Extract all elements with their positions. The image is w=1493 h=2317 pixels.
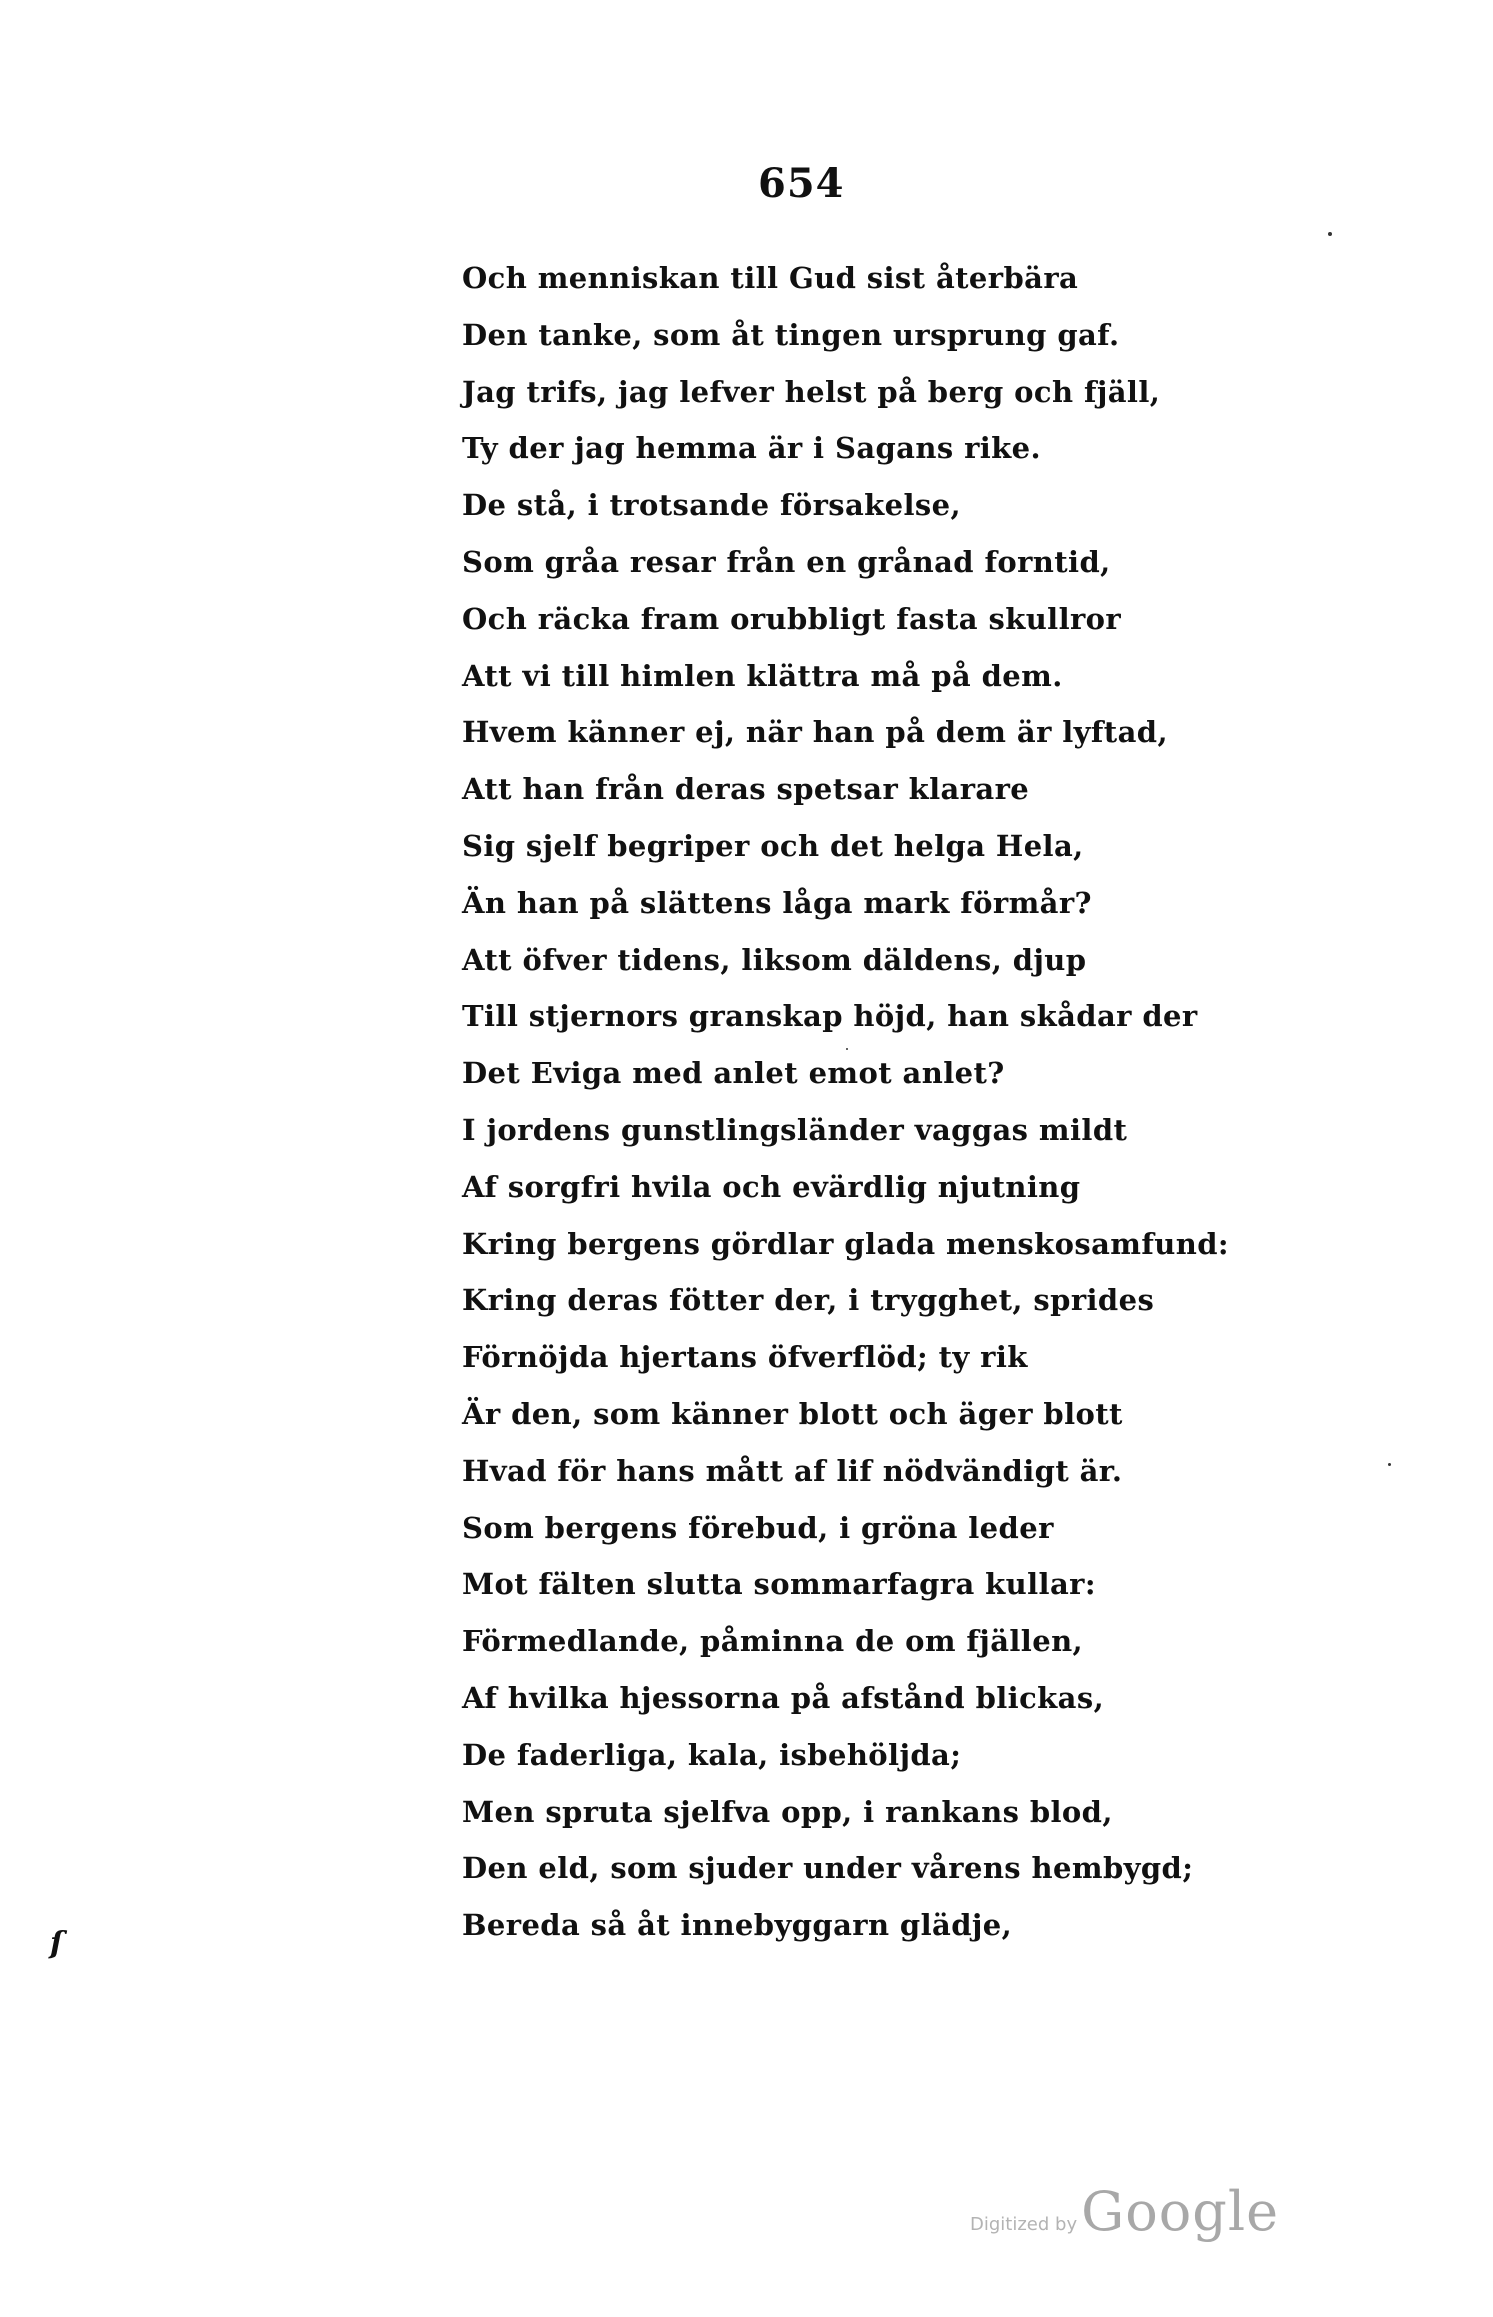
digitized-by-watermark (970, 2180, 1279, 2243)
poem-line: Än han på slättens låga mark förmår? (462, 885, 1092, 920)
scan-speck (1388, 1463, 1391, 1466)
poem-line: Att vi till himlen klättra må på dem. (462, 658, 1063, 693)
poem-line: Det Eviga med anlet emot anlet? (462, 1056, 1005, 1091)
poem-line: Den tanke, som åt tingen ursprung gaf. (462, 317, 1120, 352)
scan-speck (1328, 232, 1332, 236)
poem-line: Till stjernors granskap höjd, han skådar der (462, 999, 1198, 1034)
poem-line: Bereda så åt innebyggarn glädje, (462, 1908, 1013, 1943)
poem-line: Och räcka fram orubbligt fasta skullror (462, 601, 1122, 636)
poem-line: De faderliga, kala, isbehöljda; (462, 1737, 962, 1772)
poem-line: Mot fälten slutta sommarfagra kullar: (462, 1567, 1096, 1602)
poem-line: Kring bergens gördlar glada menskosamfund: (462, 1226, 1230, 1261)
poem-line: Jag trifs, jag lefver helst på berg och fjäll, (462, 374, 1161, 409)
poem-line: Är den, som känner blott och äger blott (462, 1396, 1123, 1431)
watermark-prefix: Digitized by (970, 2214, 1078, 2235)
poem-line: Som bergens förebud, i gröna leder (462, 1510, 1054, 1545)
margin-mark: ſ (50, 1926, 63, 1961)
poem-line: I jordens gunstlingsländer vaggas mildt (462, 1112, 1128, 1147)
google-logo: Google (1081, 2180, 1280, 2243)
poem-line: Hvem känner ej, när han på dem är lyftad, (462, 715, 1168, 750)
poem-line: Som gråa resar från en grånad forntid, (462, 544, 1111, 579)
page-number: 654 (758, 160, 845, 207)
poem-line: Förnöjda hjertans öfverflöd; ty rik (462, 1340, 1028, 1375)
poem-line: Men spruta sjelfva opp, i rankans blod, (462, 1794, 1113, 1829)
poem-line: Att han från deras spetsar klarare (462, 772, 1030, 807)
poem-line: Af hvilka hjessorna på afstånd blickas, (462, 1680, 1105, 1715)
poem-line: Att öfver tidens, liksom däldens, djup (462, 942, 1087, 977)
poem-line: Och menniskan till Gud sist återbära (462, 261, 1079, 295)
poem-text (462, 250, 1422, 1954)
poem-line: Förmedlande, påminna de om fjällen, (462, 1624, 1084, 1659)
poem-line: Af sorgfri hvila och evärdlig njutning (462, 1169, 1081, 1204)
poem-line: Kring deras fötter der, i trygghet, sprides (462, 1283, 1155, 1318)
poem-line: Sig sjelf begriper och det helga Hela, (462, 828, 1084, 863)
scan-speck (846, 1048, 848, 1050)
poem-line: Hvad för hans mått af lif nödvändigt är. (462, 1453, 1123, 1488)
poem-line: Den eld, som sjuder under vårens hembygd; (462, 1851, 1194, 1886)
poem-line: De stå, i trotsande försakelse, (462, 488, 961, 523)
poem-line: Ty der jag hemma är i Sagans rike. (462, 431, 1042, 466)
